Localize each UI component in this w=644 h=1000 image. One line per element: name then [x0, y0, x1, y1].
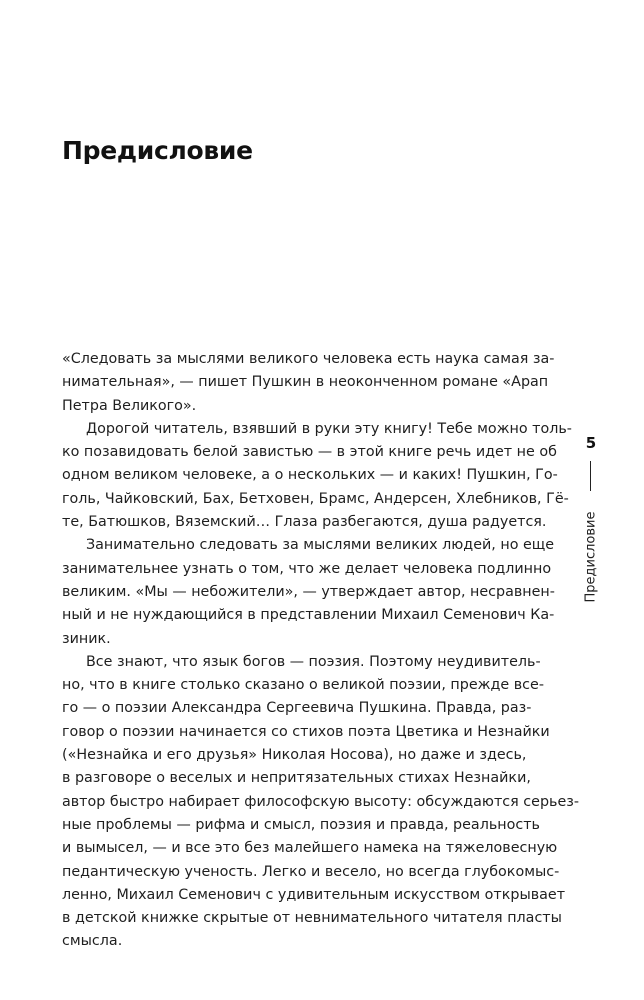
- running-head-rule: [590, 461, 591, 491]
- text-line: в разговоре о веселых и непритязательных стихах Незнайки,: [62, 770, 531, 787]
- text-line: голь, Чайковский, Бах, Бетховен, Брамс, Андерсен, Хлебников, Гё-: [62, 490, 569, 507]
- text-line: и вымысел, — и все это без малейшего намека на тяжеловесную: [62, 840, 558, 857]
- page-title: Предисловие: [62, 136, 253, 165]
- text-line: Дорогой читатель, взявший в руки эту книгу! Тебе можно толь-: [86, 420, 572, 437]
- text-line: нимательная», — пишет Пушкин в неоконченном романе «Арап: [62, 374, 549, 391]
- text-line: но, что в книге столько сказано о великой поэзии, прежде все-: [62, 677, 544, 694]
- text-line: ко позавидовать белой завистью — в этой книге речь идет не об: [62, 444, 557, 461]
- text-line: в детской книжке скрытые от невнимательного читателя пласты: [62, 910, 562, 927]
- text-line: «Следовать за мыслями великого человека есть наука самая за-: [62, 351, 555, 367]
- text-line: автор быстро набирает философскую высоту: обсуждаются серьез-: [62, 793, 579, 810]
- text-line: великим. «Мы — небожители», — утверждает автор, несравнен-: [62, 583, 555, 600]
- running-head-section: Предисловие: [583, 511, 599, 603]
- text-line: ленно, Михаил Семенович с удивительным искусством открывает: [62, 886, 566, 903]
- text-line: ный и не нуждающийся в представлении Михаил Семенович Ка-: [62, 607, 555, 624]
- text-line: ные проблемы — рифма и смысл, поэзия и правда, реальность: [62, 816, 540, 833]
- page-number: 5: [585, 434, 597, 452]
- text-line: смысла.: [62, 933, 123, 950]
- text-line: Занимательно следовать за мыслями великих людей, но еще: [86, 537, 555, 554]
- text-line: те, Батюшков, Вяземский… Глаза разбегаются, душа радуется.: [62, 514, 547, 531]
- text-line: Все знают, что язык богов — поэзия. Поэтому неудивитель-: [86, 653, 541, 670]
- text-line: педантическую ученость. Легко и весело, но всегда глубокомыс-: [62, 863, 560, 880]
- text-line: зиник.: [62, 630, 111, 647]
- preface-body: [62, 348, 579, 954]
- text-line: («Незнайка и его друзья» Николая Носова), но даже и здесь,: [62, 747, 527, 764]
- text-line: одном великом человеке, а о нескольких — и каких! Пушкин, Го-: [62, 467, 558, 484]
- text-line: занимательнее узнать о том, что же делает человека подлинно: [62, 560, 552, 577]
- text-line: Петра Великого».: [62, 397, 197, 414]
- text-line: го — о поэзии Александра Сергеевича Пушкина. Правда, раз-: [62, 700, 532, 717]
- text-line: говор о поэзии начинается со стихов поэта Цветика и Незнайки: [62, 723, 550, 740]
